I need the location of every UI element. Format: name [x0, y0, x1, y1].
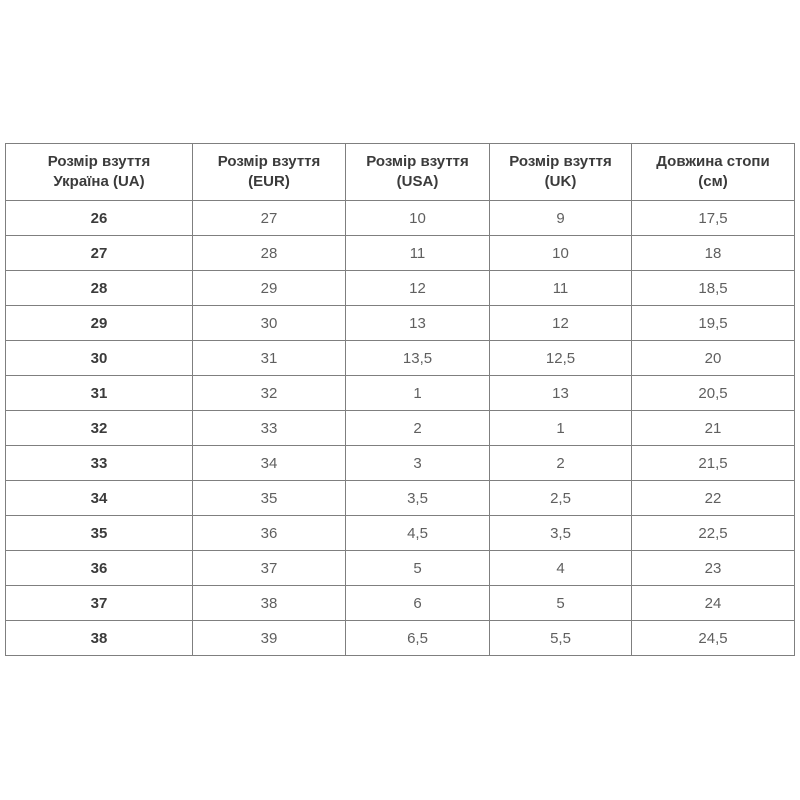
- size-cell: 5,5: [490, 621, 632, 656]
- size-cell: 30: [193, 306, 346, 341]
- column-header-line2: (см): [698, 173, 728, 190]
- size-cell: 20: [632, 341, 795, 376]
- size-cell: 5: [346, 551, 490, 586]
- size-cell: 5: [490, 586, 632, 621]
- size-cell: 13: [490, 376, 632, 411]
- size-cell: 3,5: [346, 481, 490, 516]
- table-row: [6, 271, 795, 306]
- table-row: [6, 446, 795, 481]
- table-row: [6, 201, 795, 236]
- size-cell: 1: [490, 411, 632, 446]
- ua-size-cell: 30: [6, 341, 193, 376]
- size-cell: 9: [490, 201, 632, 236]
- ua-size-cell: 31: [6, 376, 193, 411]
- ua-size-cell: 32: [6, 411, 193, 446]
- size-cell: 10: [490, 236, 632, 271]
- size-cell: 6: [346, 586, 490, 621]
- size-cell: 10: [346, 201, 490, 236]
- size-cell: 4,5: [346, 516, 490, 551]
- column-header: [632, 144, 795, 201]
- ua-size-cell: 35: [6, 516, 193, 551]
- ua-size-cell: 34: [6, 481, 193, 516]
- size-cell: 20,5: [632, 376, 795, 411]
- column-header-line2: (UK): [544, 173, 577, 190]
- table-row: [6, 481, 795, 516]
- size-cell: 31: [193, 341, 346, 376]
- table-body: [6, 201, 795, 656]
- column-header: [346, 144, 490, 201]
- table-row: [6, 341, 795, 376]
- size-cell: 22: [632, 481, 795, 516]
- table-row: [6, 411, 795, 446]
- table-row: [6, 306, 795, 341]
- size-cell: 39: [193, 621, 346, 656]
- size-cell: 24,5: [632, 621, 795, 656]
- size-cell: 6,5: [346, 621, 490, 656]
- size-cell: 33: [193, 411, 346, 446]
- column-header: [193, 144, 346, 201]
- ua-size-cell: 26: [6, 201, 193, 236]
- ua-size-cell: 36: [6, 551, 193, 586]
- size-conversion-table: [5, 143, 795, 656]
- column-header: [6, 144, 193, 201]
- size-cell: 28: [193, 236, 346, 271]
- size-cell: 2: [490, 446, 632, 481]
- size-cell: 3: [346, 446, 490, 481]
- size-cell: 18,5: [632, 271, 795, 306]
- size-cell: 17,5: [632, 201, 795, 236]
- column-header-line1: Розмір взуття: [217, 152, 321, 170]
- column-header-line1: Розмір взуття: [509, 152, 612, 170]
- table-row: [6, 586, 795, 621]
- ua-size-cell: 33: [6, 446, 193, 481]
- column-header-line1: Довжина стопи: [656, 152, 770, 170]
- ua-size-cell: 37: [6, 586, 193, 621]
- size-cell: 23: [632, 551, 795, 586]
- column-header: [490, 144, 632, 201]
- column-header-line2: Україна (UA): [53, 173, 145, 190]
- ua-size-cell: 38: [6, 621, 193, 656]
- size-cell: 35: [193, 481, 346, 516]
- table-row: [6, 551, 795, 586]
- column-header-line1: Розмір взуття: [47, 152, 151, 170]
- column-header-line2: (USA): [396, 173, 439, 190]
- column-header-line1: Розмір взуття: [366, 152, 469, 170]
- table-row: [6, 516, 795, 551]
- size-cell: 32: [193, 376, 346, 411]
- size-cell: 12,5: [490, 341, 632, 376]
- size-cell: 2: [346, 411, 490, 446]
- size-cell: 13,5: [346, 341, 490, 376]
- size-cell: 29: [193, 271, 346, 306]
- size-cell: 19,5: [632, 306, 795, 341]
- size-cell: 18: [632, 236, 795, 271]
- size-cell: 3,5: [490, 516, 632, 551]
- table-row: [6, 236, 795, 271]
- size-cell: 21,5: [632, 446, 795, 481]
- size-cell: 4: [490, 551, 632, 586]
- size-cell: 24: [632, 586, 795, 621]
- size-cell: 38: [193, 586, 346, 621]
- column-header-line2: (EUR): [248, 173, 290, 190]
- ua-size-cell: 28: [6, 271, 193, 306]
- size-cell: 12: [346, 271, 490, 306]
- size-cell: 11: [346, 236, 490, 271]
- size-cell: 37: [193, 551, 346, 586]
- table-row: [6, 621, 795, 656]
- size-cell: 11: [490, 271, 632, 306]
- ua-size-cell: 27: [6, 236, 193, 271]
- size-cell: 2,5: [490, 481, 632, 516]
- size-cell: 22,5: [632, 516, 795, 551]
- header-row: [6, 144, 795, 201]
- size-cell: 12: [490, 306, 632, 341]
- ua-size-cell: 29: [6, 306, 193, 341]
- size-cell: 27: [193, 201, 346, 236]
- size-cell: 13: [346, 306, 490, 341]
- table-row: [6, 376, 795, 411]
- size-cell: 1: [346, 376, 490, 411]
- size-cell: 21: [632, 411, 795, 446]
- size-cell: 36: [193, 516, 346, 551]
- size-cell: 34: [193, 446, 346, 481]
